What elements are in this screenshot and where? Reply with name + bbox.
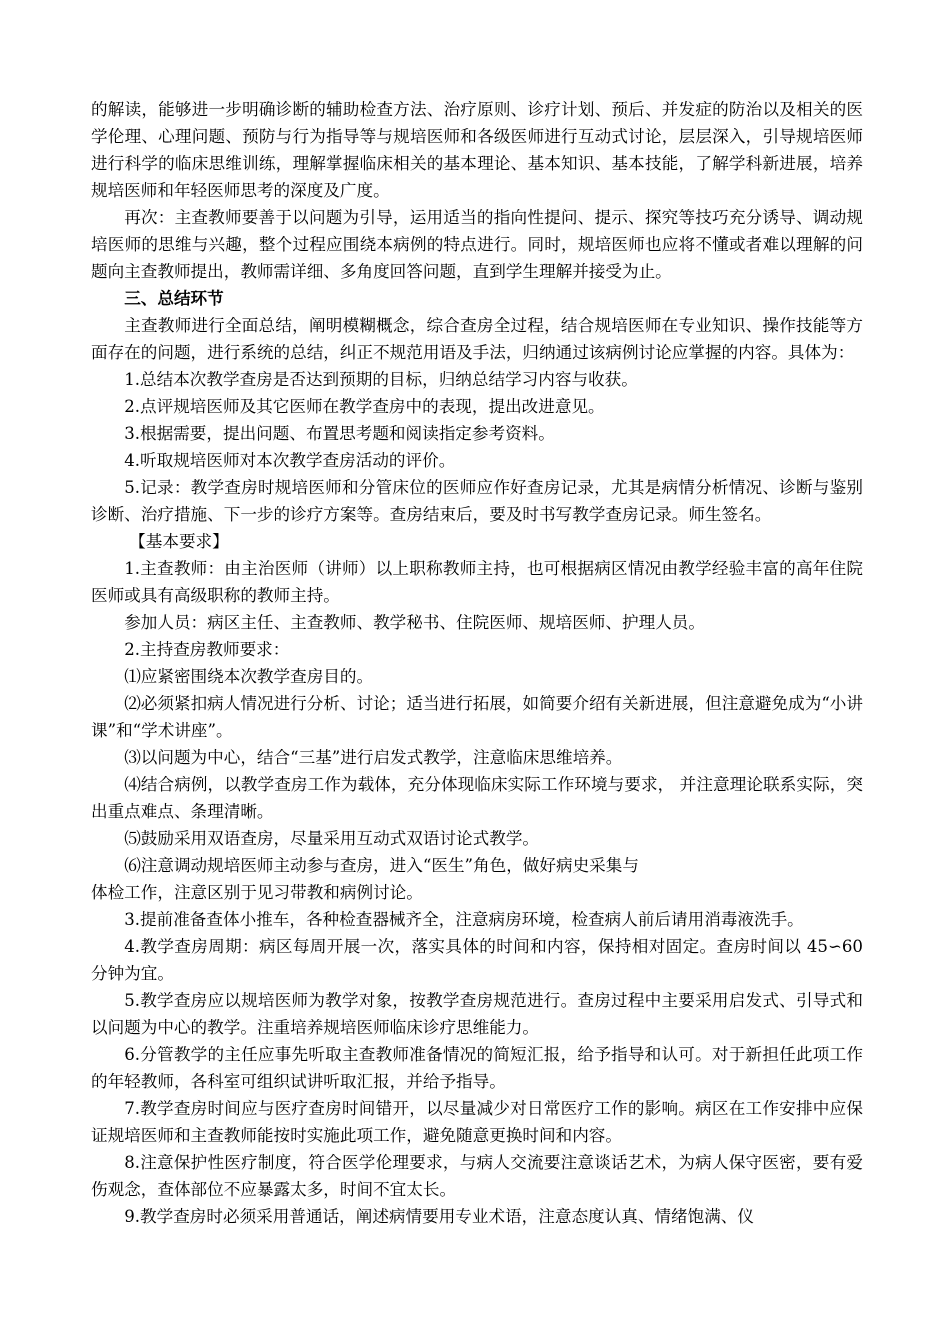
requirement-2: 2.主持查房教师要求： — [124, 640, 290, 659]
document-page — [91, 96, 863, 1230]
requirement-2-item-3: ⑶以问题为中心，结合“三基”进行启发式教学，注意临床思维培养。 — [124, 748, 623, 767]
requirement-6: 6.分管教学的主任应事先听取主查教师准备情况的简短汇报，给予指导和认可。对于新担任此项工作的年轻教师，各科室可组织试讲听取汇报，并给予指导。 — [91, 1045, 863, 1091]
requirement-8: 8.注意保护性医疗制度，符合医学伦理要求，与病人交流要注意谈话艺术，为病人保守医密，要有爱伤观念，查体部位不应暴露太多，时间不宜太长。 — [91, 1153, 863, 1199]
summary-item-1: 1.总结本次教学查房是否达到预期的目标，归纳总结学习内容与收获。 — [124, 370, 638, 389]
basic-requirements-title: 【基本要求】 — [129, 532, 229, 551]
requirement-9: 9.教学查房时必须采用普通话，阐述病情要用专业术语，注意态度认真、情绪饱满、仪 — [124, 1207, 754, 1226]
paragraph-discussion-continued: 的解读，能够进一步明确诊断的辅助检查方法、治疗原则、诊疗计划、预后、并发症的防治以及相关的医学伦理、心理问题、预防与行为指导等与规培医师和各级医师进行互动式讨论，层层深入，引导规培医师进行科学的临床思维训练，理解掌握临床相关的基本理论、基本知识、基本技能，了解学科新进展，培养规培医师和年轻医师思考的深度及广度。 — [91, 100, 863, 200]
requirement-2-item-1: ⑴应紧密围绕本次教学查房目的。 — [124, 667, 374, 686]
requirement-5: 5.教学查房应以规培医师为教学对象，按教学查房规范进行。查房过程中主要采用启发式、引导式和以问题为中心的教学。注重培养规培医师临床诊疗思维能力。 — [91, 991, 863, 1037]
requirement-2-item-6-line-2: 体检工作，注意区别于见习带教和病例讨论。 — [91, 883, 423, 902]
requirement-2-item-5: ⑸鼓励采用双语查房，尽量采用互动式双语讨论式教学。 — [124, 829, 540, 848]
requirement-7: 7.教学查房时间应与医疗查房时间错开，以尽量减少对日常医疗工作的影响。病区在工作安排中应保证规培医师和主查教师能按时实施此项工作，避免随意更换时间和内容。 — [91, 1099, 863, 1145]
requirement-2-item-4: ⑷结合病例，以教学查房工作为载体，充分体现临床实际工作环境与要求， 并注意理论联系实际，突出重点难点、条理清晰。 — [91, 775, 863, 821]
requirement-participants: 参加人员：病区主任、主查教师、教学秘书、住院医师、规培医师、护理人员。 — [124, 613, 705, 632]
requirement-3: 3.提前准备查体小推车，各种检查器械齐全，注意病房环境，检查病人前后请用消毒液洗手。 — [124, 910, 804, 929]
section-heading-summary: 三、总结环节 — [124, 288, 224, 308]
summary-item-2: 2.点评规培医师及其它医师在教学查房中的表现，提出改进意见。 — [124, 397, 605, 416]
paragraph-again: 再次：主查教师要善于以问题为引导，运用适当的指向性提问、提示、探究等技巧充分诱导、调动规培医师的思维与兴趣，整个过程应围绕本病例的特点进行。同时，规培医师也应将不懂或者难以理解的问题向主查教师提出，教师需详细、多角度回答问题，直到学生理解并接受为止。 — [91, 208, 863, 281]
summary-item-5: 5.记录：教学查房时规培医师和分管床位的医师应作好查房记录，尤其是病情分析情况、诊断与鉴别诊断、治疗措施、下一步的诊疗方案等。查房结束后，要及时书写教学查房记录。师生签名。 — [91, 478, 863, 524]
requirement-2-item-6-line-1: ⑹注意调动规培医师主动参与查房，进入“医生”角色，做好病史采集与 — [124, 856, 639, 875]
summary-item-3: 3.根据需要，提出问题、布置思考题和阅读指定参考资料。 — [124, 424, 555, 443]
paragraph-summary-intro: 主查教师进行全面总结，阐明模糊概念，综合查房全过程，结合规培医师在专业知识、操作技能等方面存在的问题，进行系统的总结，纠正不规范用语及手法，归纳通过该病例讨论应掌握的内容。具体为： — [91, 316, 863, 362]
requirement-4: 4.教学查房周期：病区每周开展一次，落实具体的时间和内容，保持相对固定。查房时间以 45∽60 分钟为宜。 — [91, 937, 863, 983]
summary-item-4: 4.听取规培医师对本次教学查房活动的评价。 — [124, 451, 456, 470]
requirement-2-item-2: ⑵必须紧扣病人情况进行分析、讨论；适当进行拓展，如简要介绍有关新进展，但注意避免成为“小讲课”和“学术讲座”。 — [91, 694, 863, 740]
requirement-1: 1.主查教师：由主治医师（讲师）以上职称教师主持，也可根据病区情况由教学经验丰富的高年住院医师或具有高级职称的教师主持。 — [91, 559, 863, 605]
